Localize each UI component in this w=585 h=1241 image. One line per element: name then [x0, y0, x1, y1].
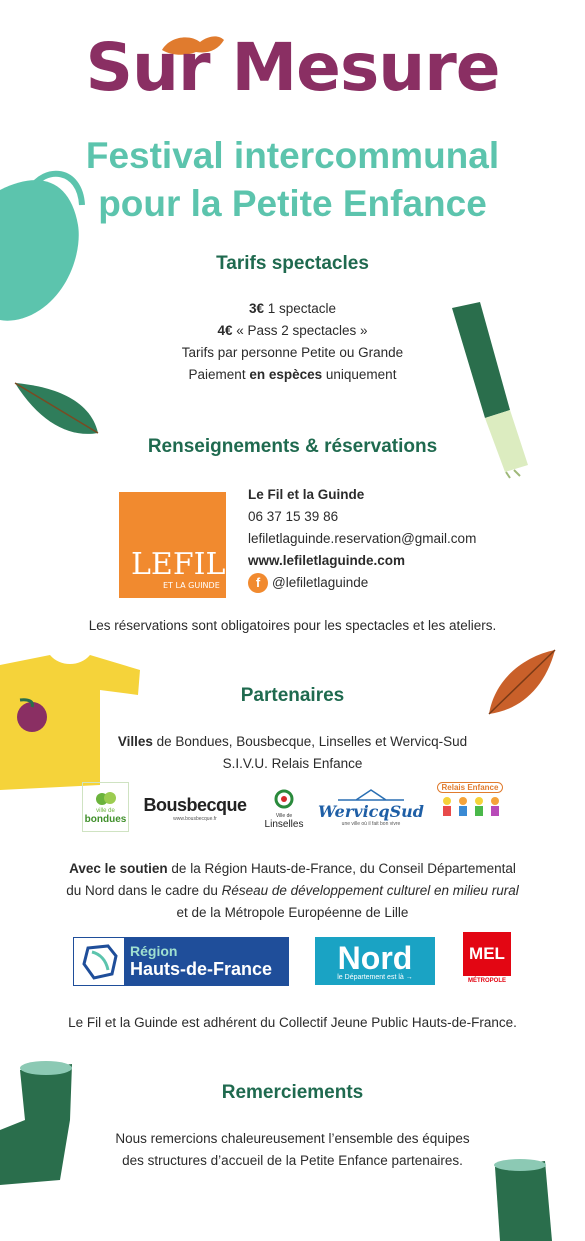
- region-map-icon: [78, 942, 124, 982]
- partenaires-line-2: S.I.V.U. Relais Enfance: [222, 756, 363, 771]
- tarifs-block: [0, 298, 585, 386]
- subtitle-line-1: Festival intercommunal: [85, 135, 500, 176]
- festival-subtitle: [0, 132, 585, 228]
- mel-sub: MÉTROPOLE: [467, 978, 506, 984]
- nord-logo: [315, 937, 435, 985]
- soutien-label: Avec le soutien: [69, 861, 168, 876]
- tarif-desc-1: 1 spectacle: [263, 301, 337, 316]
- facebook-link[interactable]: [248, 572, 476, 594]
- linselles-name: Linselles: [264, 818, 304, 830]
- wervicq-logo: [318, 784, 424, 830]
- mel-name: MEL: [463, 932, 511, 976]
- soutien-text-1: de la Région Hauts-de-France, du Conseil Départemental: [167, 861, 516, 876]
- region-top: Région: [130, 943, 178, 959]
- mel-logo: [463, 932, 511, 990]
- soutien-text-2: du Nord dans le cadre du: [66, 883, 222, 898]
- linselles-logo: [260, 784, 308, 834]
- soutien-line-3: et de la Métropole Européenne de Lille: [176, 905, 409, 920]
- email-link[interactable]: lefiletlaguinde.reservation@gmail.com: [248, 531, 477, 546]
- le-fil-logo-mark: [119, 492, 226, 598]
- reservation-note: Les réservations sont obligatoires pour les spectacles et les ateliers.: [88, 618, 497, 633]
- payment-method: en espèces: [249, 367, 323, 382]
- facebook-icon: f: [248, 573, 268, 593]
- remerciements-line-2: des structures d’accueil de la Petite Enfance partenaires.: [122, 1153, 463, 1168]
- region-bottom: Hauts-de-France: [130, 959, 273, 979]
- relais-name: Relais Enfance: [437, 782, 504, 793]
- adherent-note: Le Fil et la Guinde est adhérent du Collectif Jeune Public Hauts-de-France.: [68, 1015, 517, 1030]
- contact-block: [248, 484, 476, 594]
- bondues-logo: [82, 782, 129, 832]
- linselles-emblem-icon: [274, 789, 294, 813]
- wervicq-tagline: une ville où il fait bon vivre: [341, 820, 401, 827]
- remerciements-line-1: Nous remercions chaleureusement l’ensemble des équipes: [115, 1131, 470, 1146]
- tarif-line-4: [0, 364, 585, 386]
- tarif-price-1: 3€: [248, 301, 264, 316]
- tarif-desc-2: « Pass 2 spectacles »: [232, 323, 368, 338]
- remerciements-block: [0, 1128, 585, 1172]
- wervicq-bridge-icon: [336, 788, 406, 802]
- bondues-name: bondues: [84, 813, 127, 825]
- bousbecque-name: Bousbecque: [143, 794, 247, 815]
- reservations-heading: Renseignements & réservations: [147, 436, 438, 457]
- logo-sub-text: ET LA GUINDE: [163, 581, 220, 590]
- soutien-network: Réseau de développement culturel en milieu rural: [221, 883, 519, 898]
- leaf-illustration: [10, 378, 105, 443]
- subtitle-line-2: pour la Petite Enfance: [98, 183, 487, 224]
- linselles-top: Ville de: [275, 812, 293, 819]
- soutien-line-2: [0, 880, 585, 902]
- facebook-handle: @lefiletlaguinde: [272, 575, 369, 590]
- payment-pre: Paiement: [188, 367, 250, 382]
- villes-label: Villes: [117, 734, 153, 749]
- bondues-top: ville de: [96, 807, 115, 814]
- website-link[interactable]: www.lefiletlaguinde.com: [248, 553, 406, 568]
- logo-main-text: LEFIL: [131, 547, 226, 582]
- org-name: Le Fil et la Guinde: [248, 487, 365, 502]
- brand-title: Sur Mesure: [85, 29, 500, 106]
- nord-tagline: le Département est là →: [337, 973, 413, 981]
- tarif-line-2: [0, 320, 585, 342]
- orange-leaf-illustration: [485, 648, 560, 718]
- tarif-line-3: Tarifs par personne Petite ou Grande: [181, 345, 404, 360]
- bousbecque-logo: [140, 790, 250, 826]
- nord-name: Nord: [337, 939, 413, 976]
- soutien-line-1: [0, 858, 585, 880]
- relais-children-icon: [437, 793, 503, 823]
- tarifs-heading: Tarifs spectacles: [216, 253, 369, 274]
- bondues-flower-icon: [94, 790, 118, 808]
- region-text-panel: [124, 938, 288, 985]
- remerciements-heading: Remerciements: [221, 1082, 364, 1103]
- wervicq-name: WervicqSud: [318, 801, 424, 821]
- region-hdf-logo: [73, 937, 289, 986]
- soutien-block: [0, 858, 585, 924]
- partenaires-line-1: [0, 731, 585, 753]
- relais-enfance-logo: [434, 782, 506, 832]
- villes-list: de Bondues, Bousbecque, Linselles et Wervicq-Sud: [152, 734, 468, 749]
- partenaires-heading: Partenaires: [240, 685, 345, 706]
- le-fil-logo: [119, 492, 226, 598]
- payment-post: uniquement: [322, 367, 397, 382]
- tarif-line-1: [0, 298, 585, 320]
- partenaires-block: [0, 731, 585, 775]
- phone-number[interactable]: 06 37 15 39 86: [248, 509, 339, 524]
- bousbecque-url: www.bousbecque.fr: [173, 815, 217, 822]
- tarif-price-2: 4€: [217, 323, 233, 338]
